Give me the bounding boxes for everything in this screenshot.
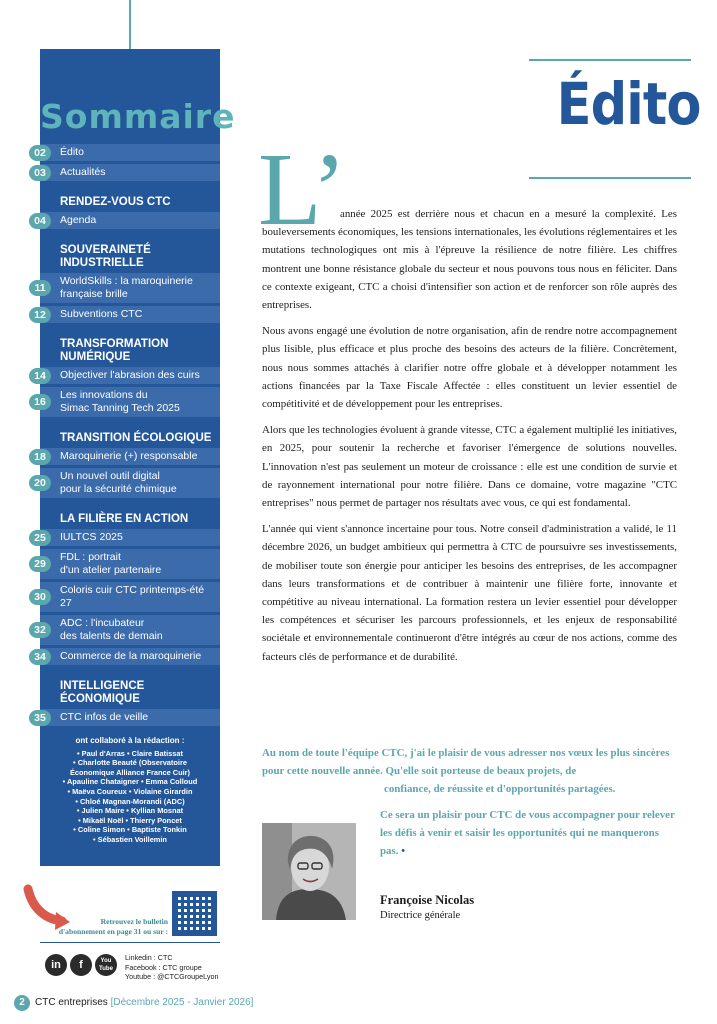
toc-item-label: Édito: [60, 146, 84, 158]
divider: [529, 177, 691, 179]
contributor-line: • Chloé Magnan-Morandi (ADC): [75, 796, 185, 806]
toc-item[interactable]: [34, 549, 220, 579]
toc-item-label: Coloris cuir CTC printemps-été 27: [60, 584, 205, 609]
divider: [40, 942, 220, 943]
toc-section-heading: SOUVERAINETÉ INDUSTRIELLE: [60, 244, 151, 269]
toc-item[interactable]: [34, 468, 220, 498]
closing-invitation: [380, 806, 677, 861]
contributor-line: • Maëva Coureux • Violaine Girardin: [67, 786, 193, 796]
page-number-badge: 03: [29, 165, 51, 181]
paragraph: Alors que les technologies évoluent à grande vitesse, CTC a également multiplié les initiatives, en 2025, pour soutenir la recherche et favoriser l'émergence de solutions nouvelles. L'innovation n'est pas seulement un moteur de croissance : elle est une condition de survie et de rayonnement international pour notre filière. Dans ce domaine, votre magazine "CTC entreprises" nous permet de partager nos résultats avec vous, ce qui est fondamental.: [262, 424, 677, 510]
toc-section-heading: LA FILIÈRE EN ACTION: [60, 513, 189, 525]
contributor-line: • Sébastien Voillemin: [93, 834, 167, 844]
toc-item-label: IULTCS 2025: [60, 531, 123, 543]
toc-item-label: CTC infos de veille: [60, 711, 149, 723]
toc-item-label: Simac Tanning Tech 2025: [60, 402, 180, 414]
portrait-photo: [262, 823, 356, 920]
toc-item[interactable]: [34, 529, 220, 546]
toc-title: Sommaire: [40, 97, 236, 136]
page-number-badge: 20: [29, 475, 51, 491]
page-footer: [14, 995, 253, 1011]
toc-item-label: d'un atelier partenaire: [60, 564, 162, 576]
signature-role: Directrice générale: [380, 910, 461, 921]
contributors-heading: ont collaboré à la rédaction :: [75, 736, 185, 745]
toc-item[interactable]: [34, 212, 220, 229]
toc-item-label: WorldSkills : la maroquinerie: [60, 275, 193, 287]
toc-item-label: Un nouvel outil digital: [60, 470, 160, 482]
issue-dates: [Décembre 2025 - Janvier 2026]: [110, 997, 254, 1008]
page-number-badge: 04: [29, 213, 51, 229]
toc-item[interactable]: [34, 709, 220, 726]
contributor-line: • Mikaël Noël • Thierry Poncet: [78, 815, 182, 825]
paragraph: L'année qui vient s'annonce incertaine pour tous. Notre conseil d'administration a validé, le 11 décembre 2026, un budget ambitieux qui permettra à CTC de poursuivre ses investissements, de mobiliser toute son énergie pour anticiper les besoins des entreprises, de les accompagner dans leurs transformations et de contribuer à maintenir une filière forte, innovante et compétitive au niveau international. La formation restera un levier essentiel pour développer les compétences et sécuriser les parcours professionnels, et les enjeux de responsabilité sociétale et environnementale continueront d'être intégrés au cœur de nos actions, comme des facteurs clés de performance et de durabilité.: [262, 523, 677, 663]
closing-message: [262, 744, 677, 858]
page-number-badge: 14: [29, 368, 51, 384]
toc-item-label: des talents de demain: [60, 630, 163, 642]
table-of-contents: [34, 49, 236, 866]
paragraph: année 2025 est derrière nous et chacun en a mesuré la complexité. Les bouleversements économiques, les tensions internationales, les évolutions réglementaires et les mutations technologiques ont mis à l'épreuve la résilience de notre filière. Les chiffres montrent une bonne résistance globale du secteur et nous pouvons tous nous en féliciter. Dans ce contexte exigeant, CTC a choisi d'intensifier son action et de renforcer son rôle auprès des entreprises.: [262, 208, 677, 312]
page-number-badge: 02: [29, 145, 51, 161]
closing-invitation-text: Ce sera un plaisir pour CTC de vous accompagner pour relever les défis à venir et saisir les opportunités qui ne manquerons pas.: [380, 809, 675, 858]
subscription-line: d'abonnement en page 31 ou sur :: [58, 927, 168, 936]
toc-item[interactable]: [34, 273, 220, 303]
contributor-line: • Apauline Chataigner • Emma Colloud: [62, 777, 198, 787]
edito-body: [262, 205, 677, 674]
contributor-line: • Paul d'Arras • Claire Batissat: [77, 748, 183, 758]
linkedin-handle[interactable]: Linkedin : CTC: [125, 953, 173, 962]
linkedin-icon[interactable]: in: [45, 954, 67, 976]
page-number-badge: 11: [29, 280, 51, 296]
contributors: [40, 736, 220, 845]
toc-item-label: FDL : portrait: [60, 551, 121, 563]
toc-item-label: ADC : l'incubateur: [60, 617, 145, 629]
page-number: 2: [14, 995, 30, 1011]
page-number-badge: 12: [29, 307, 51, 323]
toc-item-label: Les innovations du: [60, 389, 148, 401]
page-number-badge: 16: [29, 394, 51, 410]
toc-section-heading: INTELLIGENCE ÉCONOMIQUE: [60, 680, 145, 705]
page-number-badge: 34: [29, 649, 51, 665]
drop-cap: L’: [258, 132, 347, 247]
page-number-badge: 30: [29, 589, 51, 605]
toc-item[interactable]: [34, 448, 220, 465]
page-number-badge: 29: [29, 556, 51, 572]
facebook-icon[interactable]: f: [70, 954, 92, 976]
toc-section-heading: TRANSFORMATION NUMÉRIQUE: [60, 338, 169, 363]
youtube-glyph: Tube: [99, 966, 113, 972]
contributor-line: • Julien Maire • Kyllian Mosnat: [76, 806, 184, 816]
toc-section-heading: TRANSITION ÉCOLOGIQUE: [60, 432, 212, 444]
toc-item[interactable]: [34, 144, 220, 161]
paragraph: Nous avons engagé une évolution de notre organisation, afin de rendre notre accompagnement plus lisible, plus efficace et plus proche des besoins des acteurs de la filière. Concrètement, nous nous sommes attachés à clarifier notre offre globale et à développer notamment les actions financées par la Taxe Fiscale Affectée : elles constituent un levier essentiel de compétitivité et de développement pour les entreprises.: [262, 325, 677, 411]
contributor-line: • Coline Simon • Baptiste Tonkin: [73, 825, 187, 835]
divider: [529, 59, 691, 61]
toc-item-label: pour la sécurité chimique: [60, 483, 177, 495]
page-number-badge: 18: [29, 449, 51, 465]
closing-wishes: Au nom de toute l'équipe CTC, j'ai le plaisir de vous adresser nos vœux les plus sincères pour cette nouvelle année. Qu'elle soit porteuse de beaux projets, de: [262, 747, 670, 778]
toc-item[interactable]: [34, 306, 220, 323]
toc-item-label: Subventions CTC: [60, 308, 143, 320]
page-title: Édito: [556, 70, 701, 138]
qr-code-icon[interactable]: [172, 891, 217, 936]
toc-item[interactable]: [34, 648, 220, 665]
page-number-badge: 35: [29, 710, 51, 726]
toc-item-label: française brille: [60, 288, 128, 300]
youtube-glyph: You: [100, 958, 112, 964]
contributors-list: [40, 749, 220, 845]
toc-item-label: Agenda: [60, 214, 97, 226]
subscription-line: Retrouvez le bulletin: [100, 917, 168, 926]
toc-item[interactable]: [34, 164, 220, 181]
youtube-handle[interactable]: Youtube : @CTCGroupeLyon: [125, 972, 219, 982]
toc-list: [34, 144, 220, 729]
toc-item[interactable]: [34, 615, 220, 645]
toc-item[interactable]: [34, 387, 220, 417]
social-links: [125, 953, 225, 982]
publication-name: CTC entreprises: [35, 997, 108, 1008]
contributor-line: • Charlotte Beauté (Observatoire: [73, 758, 187, 768]
portrait-illustration: [262, 823, 356, 920]
toc-item[interactable]: [34, 367, 220, 384]
youtube-icon[interactable]: [95, 954, 117, 976]
toc-item-label: Actualités: [60, 166, 106, 178]
toc-item-label: Maroquinerie (+) responsable: [60, 450, 198, 462]
facebook-handle[interactable]: Facebook : CTC groupe: [125, 962, 202, 972]
closing-bullet: •: [401, 845, 406, 858]
contributor-line: Économique Alliance France Cuir): [69, 767, 191, 777]
page-number-badge: 25: [29, 530, 51, 546]
toc-item[interactable]: [34, 582, 220, 612]
toc-item-label: Commerce de la maroquinerie: [60, 650, 202, 662]
closing-wishes-end: confiance, de réussite et d'opportunités partagées.: [384, 783, 616, 796]
toc-item-label: Objectiver l'abrasion des cuirs: [60, 369, 200, 381]
page-number-badge: 32: [29, 622, 51, 638]
signature-name: Françoise Nicolas: [380, 893, 475, 907]
subscription-block: [20, 885, 220, 945]
subscription-text: [20, 917, 168, 937]
toc-section-heading: RENDEZ-VOUS CTC: [60, 196, 171, 208]
